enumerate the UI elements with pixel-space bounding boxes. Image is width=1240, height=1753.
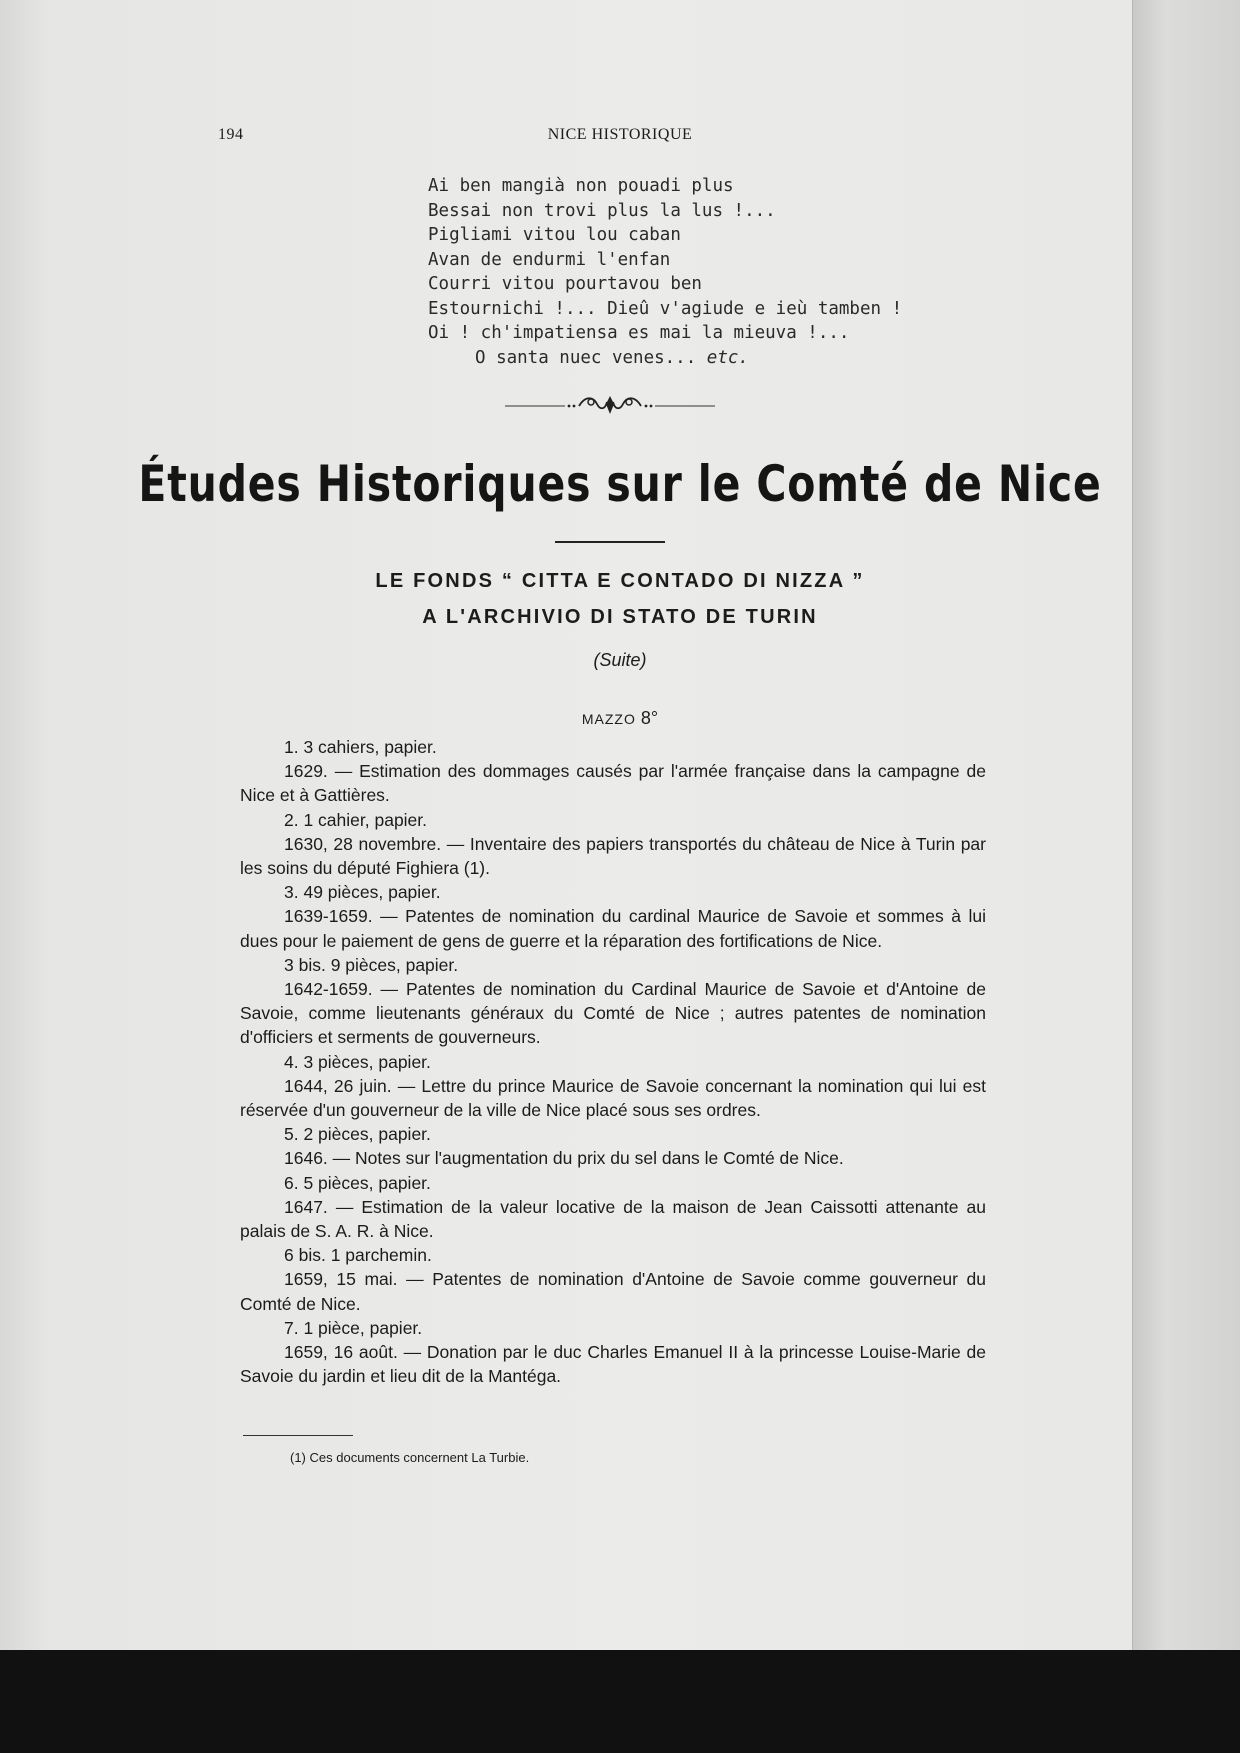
- subtitle-archivio: A L'ARCHIVIO DI STATO DE TURIN: [422, 606, 818, 628]
- entry-item: 3. 49 pièces, papier.: [284, 882, 441, 903]
- article-title: Études Historiques sur le Comté de Nice: [138, 455, 1102, 513]
- entry-item: 6. 5 pièces, papier.: [284, 1172, 431, 1193]
- entry-description: 1659, 15 mai. — Patentes de nomination d'Antoine de Savoie comme gouverneur du Comté de Nice.: [240, 1269, 986, 1314]
- mazzo-number: 8°: [640, 708, 659, 728]
- title-rule: [555, 541, 665, 543]
- fleuron-ornament: [505, 390, 715, 420]
- entry-description: 1629. — Estimation des dommages causés par l'armée française dans la campagne de Nice et à Gattières.: [240, 761, 986, 806]
- mazzo-heading: [0, 708, 1240, 729]
- entry-description: 1646. — Notes sur l'augmentation du prix du sel dans le Comté de Nice.: [284, 1148, 844, 1169]
- entry-item: 7. 1 pièce, papier.: [284, 1317, 423, 1338]
- poem-line: Oi ! ch'impatiensa es mai la mieuva !...: [428, 323, 850, 343]
- entry-description: 1644, 26 juin. — Lettre du prince Maurice de Savoie concernant la nomination qui lui est réservée d'un gouverneur de la ville de Nice placé sous ses ordres.: [240, 1075, 986, 1121]
- entry-description: 1639-1659. — Patentes de nomination du cardinal Maurice de Savoie et sommes à lui dues pour le paiement de gens de guerre et la réparation des fortifications de Nice.: [240, 906, 986, 951]
- entry-item: 3 bis. 9 pièces, papier.: [284, 954, 459, 975]
- entry-description: 1642-1659. — Patentes de nomination du Cardinal Maurice de Savoie et d'Antoine de Savoie, comme lieutenants généraux du Comté de Nice ; autres patentes de nomination d'officiers et serments de gouverneurs.: [240, 979, 986, 1048]
- poem-last-text: O santa nuec venes...: [475, 347, 707, 368]
- poem-last-line: [428, 346, 902, 371]
- scan-bottom-margin: [0, 1650, 1240, 1753]
- footnote-rule: [243, 1435, 353, 1436]
- poem-line: Ai ben mangià non pouadi plus: [428, 176, 734, 196]
- suite-label: (Suite): [593, 650, 647, 670]
- entry-item: 2. 1 cahier, papier.: [284, 809, 428, 830]
- entry-item: 1. 3 cahiers, papier.: [284, 737, 437, 757]
- poem-line: Bessai non trovi plus la lus !...: [428, 200, 776, 221]
- entry-description: 1659, 16 août. — Donation par le duc Charles Emanuel II à la princesse Louise-Marie de Savoie du jardin et lieu dit de la Mantéga.: [240, 1342, 986, 1387]
- poem-line: Courri vitou pourtavou ben: [428, 274, 702, 294]
- running-head: NICE HISTORIQUE: [547, 126, 693, 143]
- poem-line: Avan de endurmi l'enfan: [428, 249, 671, 270]
- entry-item: 4. 3 pièces, papier.: [284, 1051, 431, 1072]
- footnote: (1) Ces documents concernent La Turbie.: [290, 1450, 530, 1465]
- poem-line: Pigliami vitou lou caban: [428, 225, 681, 245]
- poem-etc: etc.: [706, 347, 749, 368]
- entry-item: 5. 2 pièces, papier.: [284, 1124, 431, 1145]
- poem-line: Estournichi !... Dieû v'agiude e ieù tamben !: [428, 298, 903, 319]
- entry-description: 1630, 28 novembre. — Inventaire des papiers transportés du château de Nice à Turin par les soins du député Fighiera (1).: [240, 833, 986, 879]
- adjacent-page-edge: [1132, 0, 1240, 1650]
- page-number: 194: [218, 126, 244, 143]
- entry-description: 1647. — Estimation de la valeur locative de la maison de Jean Caissotti attenante au palais de S. A. R. à Nice.: [240, 1196, 986, 1242]
- subtitle-fonds: LE FONDS “ CITTA E CONTADO DI NIZZA ”: [375, 570, 865, 592]
- poem: [428, 174, 902, 370]
- archive-entries: [240, 735, 986, 1388]
- entry-item: 6 bis. 1 parchemin.: [284, 1245, 432, 1266]
- mazzo-label: MAZZO: [581, 711, 636, 727]
